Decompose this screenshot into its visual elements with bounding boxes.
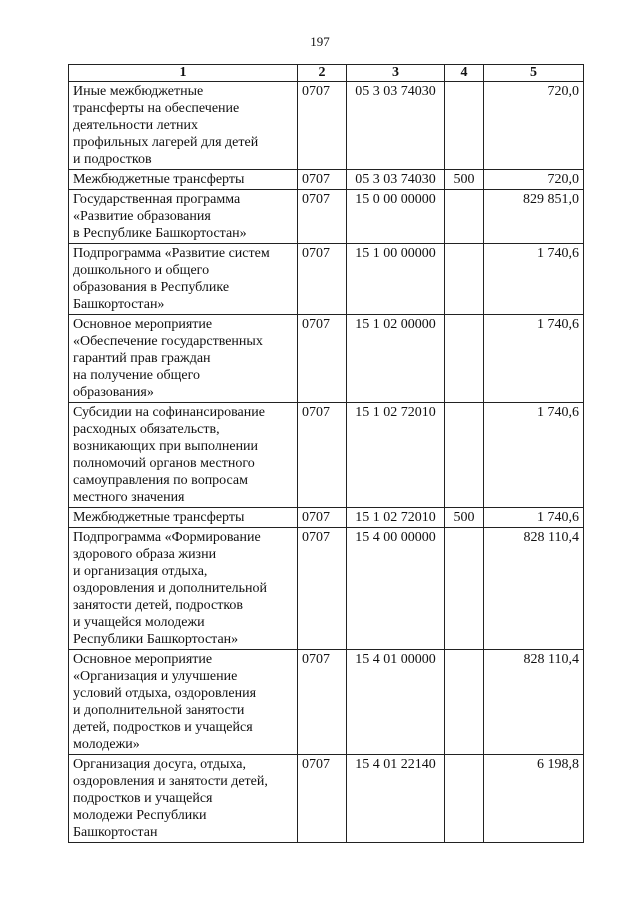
row-name: Межбюджетные трансферты xyxy=(69,508,298,528)
header-col-3: 3 xyxy=(347,65,445,82)
row-amount: 1 740,6 xyxy=(484,315,584,403)
table-body xyxy=(69,82,584,843)
row-amount: 1 740,6 xyxy=(484,508,584,528)
row-amount: 1 740,6 xyxy=(484,403,584,508)
row-section-code: 0707 xyxy=(298,82,347,170)
row-target-code: 15 4 01 00000 xyxy=(347,650,445,755)
row-expense-type xyxy=(445,403,484,508)
row-target-code: 05 3 03 74030 xyxy=(347,170,445,190)
row-expense-type: 500 xyxy=(445,508,484,528)
row-section-code: 0707 xyxy=(298,244,347,315)
row-section-code: 0707 xyxy=(298,403,347,508)
row-target-code: 15 1 00 00000 xyxy=(347,244,445,315)
table-row xyxy=(69,315,584,403)
row-target-code: 05 3 03 74030 xyxy=(347,82,445,170)
row-name: Подпрограмма «Развитие систем дошкольного и общего образования в Республике Башкортостан» xyxy=(69,244,298,315)
row-expense-type xyxy=(445,528,484,650)
row-expense-type xyxy=(445,244,484,315)
row-section-code: 0707 xyxy=(298,650,347,755)
table-row xyxy=(69,650,584,755)
row-name: Межбюджетные трансферты xyxy=(69,170,298,190)
row-section-code: 0707 xyxy=(298,170,347,190)
row-expense-type xyxy=(445,650,484,755)
row-name: Основное мероприятие «Обеспечение государственных гарантий прав граждан на получение общего образования» xyxy=(69,315,298,403)
table-row xyxy=(69,82,584,170)
table-row xyxy=(69,170,584,190)
row-section-code: 0707 xyxy=(298,755,347,843)
row-expense-type: 500 xyxy=(445,170,484,190)
row-section-code: 0707 xyxy=(298,508,347,528)
row-name: Организация досуга, отдыха, оздоровления и занятости детей, подростков и учащейся молодежи Республики Башкортостан xyxy=(69,755,298,843)
header-col-4: 4 xyxy=(445,65,484,82)
row-section-code: 0707 xyxy=(298,315,347,403)
row-expense-type xyxy=(445,755,484,843)
row-expense-type xyxy=(445,190,484,244)
header-col-1: 1 xyxy=(69,65,298,82)
row-amount: 828 110,4 xyxy=(484,650,584,755)
table-row xyxy=(69,755,584,843)
row-amount: 6 198,8 xyxy=(484,755,584,843)
row-amount: 1 740,6 xyxy=(484,244,584,315)
row-name: Субсидии на софинансирование расходных обязательств, возникающих при выполнении полномочий органов местного самоуправления по вопросам местного значения xyxy=(69,403,298,508)
row-amount: 828 110,4 xyxy=(484,528,584,650)
row-section-code: 0707 xyxy=(298,190,347,244)
row-amount: 829 851,0 xyxy=(484,190,584,244)
page-number: 197 xyxy=(310,34,330,49)
table-row xyxy=(69,244,584,315)
table-row xyxy=(69,403,584,508)
row-section-code: 0707 xyxy=(298,528,347,650)
row-target-code: 15 4 00 00000 xyxy=(347,528,445,650)
row-amount: 720,0 xyxy=(484,170,584,190)
budget-table xyxy=(68,64,584,843)
row-expense-type xyxy=(445,82,484,170)
row-target-code: 15 1 02 00000 xyxy=(347,315,445,403)
row-target-code: 15 4 01 22140 xyxy=(347,755,445,843)
row-name: Иные межбюджетные трансферты на обеспечение деятельности летних профильных лагерей для детей и подростков xyxy=(69,82,298,170)
table-header xyxy=(69,65,584,82)
table-row xyxy=(69,190,584,244)
row-target-code: 15 1 02 72010 xyxy=(347,403,445,508)
row-amount: 720,0 xyxy=(484,82,584,170)
table-row xyxy=(69,508,584,528)
row-name: Основное мероприятие «Организация и улучшение условий отдыха, оздоровления и дополнительной занятости детей, подростков и учащейся молодежи» xyxy=(69,650,298,755)
row-target-code: 15 0 00 00000 xyxy=(347,190,445,244)
header-col-5: 5 xyxy=(484,65,584,82)
header-row xyxy=(69,65,584,82)
table-row xyxy=(69,528,584,650)
header-col-2: 2 xyxy=(298,65,347,82)
row-expense-type xyxy=(445,315,484,403)
row-name: Государственная программа «Развитие образования в Республике Башкортостан» xyxy=(69,190,298,244)
row-target-code: 15 1 02 72010 xyxy=(347,508,445,528)
row-name: Подпрограмма «Формирование здорового образа жизни и организация отдыха, оздоровления и дополнительной занятости детей, подростков и учащейся молодежи Республики Башкортостан» xyxy=(69,528,298,650)
